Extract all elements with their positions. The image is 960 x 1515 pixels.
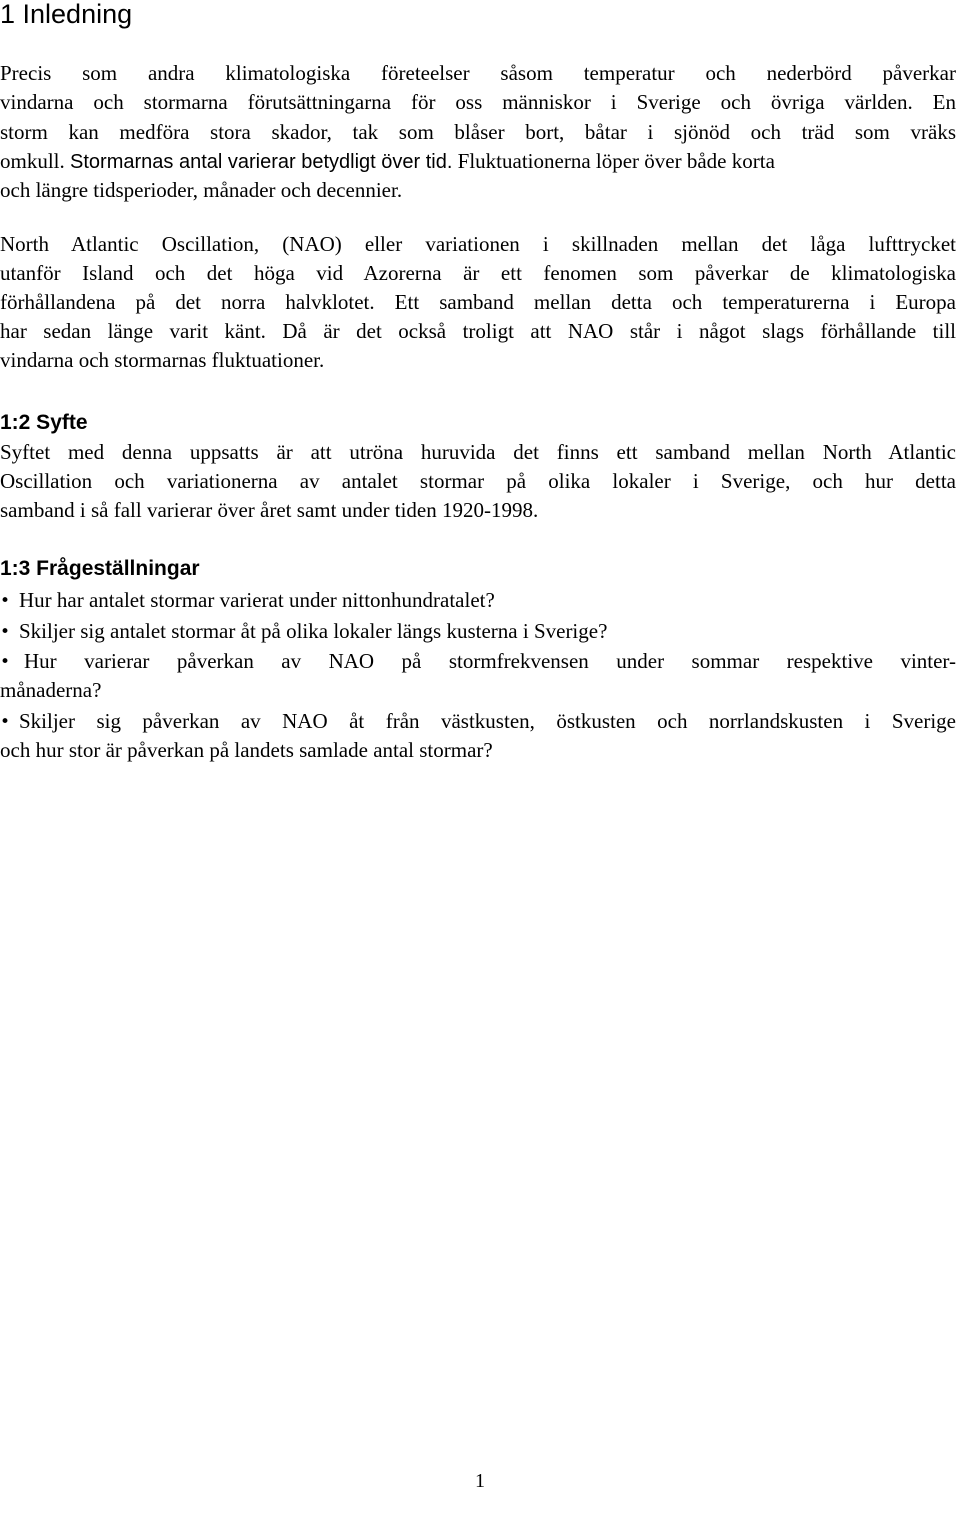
intro-line-2: vindarna och stormarna förutsättningarna för oss människor i Sverige och övriga världen. En	[0, 90, 956, 114]
question-text-2: Skiljer sig antalet stormar åt på olika lokaler längs kusterna i Sverige?	[19, 619, 608, 643]
intro-line-4	[0, 147, 956, 177]
question-item-2	[0, 617, 956, 647]
bullet-icon: •	[0, 591, 11, 611]
bullet-icon: •	[0, 652, 11, 672]
nao-line-1: North Atlantic Oscillation, (NAO) eller variationen i skillnaden mellan det låga lufttrycket	[0, 232, 956, 256]
page-number: 1	[475, 1470, 485, 1492]
question-item-3	[0, 647, 956, 677]
bullet-icon: •	[0, 712, 11, 732]
intro-line-3: storm kan medföra stora skador, tak som blåser bort, båtar i sjönöd och träd som vräks	[0, 120, 956, 144]
intro-line-1: Precis som andra klimatologiska företeelser såsom temperatur och nederbörd påverkar	[0, 61, 956, 85]
nao-line-4: har sedan länge varit känt. Då är det också troligt att NAO står i något slags förhållande till	[0, 319, 956, 343]
question-text-3a: Hur varierar påverkan av NAO på stormfrekvensen under sommar respektive vinter-	[24, 649, 956, 673]
question-item-1	[0, 586, 956, 616]
intro-line-4-sans: Stormarnas antal varierar betydligt över tid.	[70, 151, 453, 173]
question-item-3-cont: månaderna?	[0, 678, 102, 702]
bullet-icon: •	[0, 622, 11, 642]
question-item-4	[0, 707, 956, 737]
nao-line-5: vindarna och stormarnas fluktuationer.	[0, 348, 325, 372]
question-text-1: Hur har antalet stormar varierat under nittonhundratalet?	[19, 588, 495, 612]
chapter-heading: 1 Inledning	[0, 0, 133, 29]
nao-line-3: förhållandena på det norra halvklotet. Ett samband mellan detta och temperaturerna i Europa	[0, 290, 956, 314]
syfte-line-1: Syftet med denna uppsatts är att utröna huruvida det finns ett samband mellan North Atlantic	[0, 440, 956, 464]
intro-line-5: och längre tidsperioder, månader och decennier.	[0, 178, 403, 202]
syfte-line-2: Oscillation och variationerna av antalet stormar på olika lokaler i Sverige, och hur detta	[0, 469, 956, 493]
syfte-line-3: samband i så fall varierar över året samt under tiden 1920-1998.	[0, 498, 539, 522]
intro-line-4-serif-tail: Fluktuationerna löper över både korta	[457, 149, 775, 173]
intro-line-4-serif: omkull.	[0, 149, 65, 173]
nao-line-2: utanför Island och det höga vid Azorerna är ett fenomen som påverkar de klimatologiska	[0, 261, 956, 285]
syfte-heading: 1:2 Syfte	[0, 411, 88, 434]
question-item-4-cont: och hur stor är påverkan på landets samlade antal stormar?	[0, 738, 493, 762]
question-text-4a: Skiljer sig påverkan av NAO åt från västkusten, östkusten och norrlandskusten i Sverige	[19, 709, 956, 733]
questions-heading: 1:3 Frågeställningar	[0, 557, 200, 580]
